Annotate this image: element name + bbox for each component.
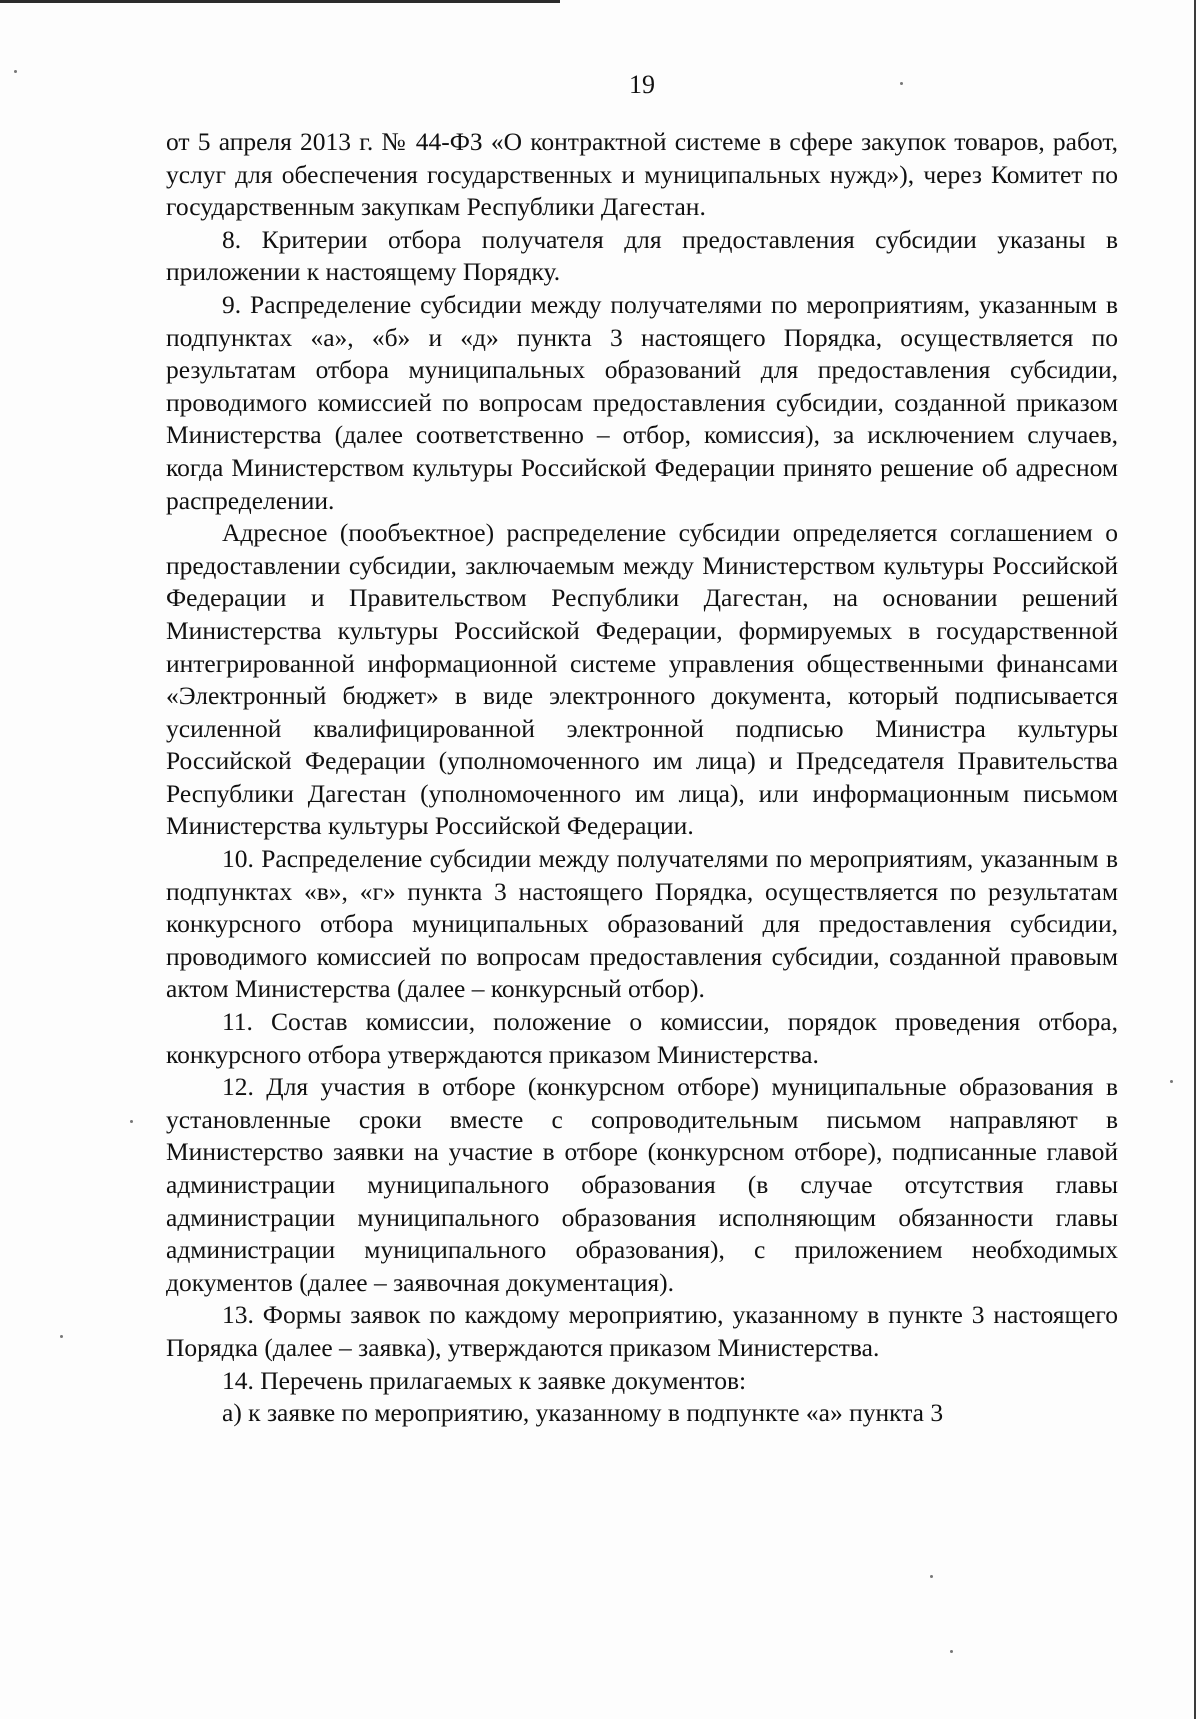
scan-edge-top — [0, 0, 560, 3]
scan-speck — [14, 70, 17, 73]
scan-speck — [130, 1120, 133, 1123]
scan-speck — [900, 82, 903, 85]
paragraph-11: 11. Состав комиссии, положение о комиссии, порядок проведения отбора, конкурсного отбора утверждаются приказом Министерства. — [166, 1007, 1118, 1069]
scan-speck — [950, 1650, 953, 1653]
paragraph-12: 12. Для участия в отборе (конкурсном отборе) муниципальные образования в установленные сроки вместе с сопроводительным письмом направляют в Министерство заявки на участие в отборе (конкурсном отборе), подписанные главой администрации муниципального образования (в случае отсутствия главы администрации муниципального образования исполняющим обязанности главы администрации муниципального образования), с приложением необходимых документов (далее – заявочная документация). — [166, 1072, 1118, 1297]
paragraph-10: 10. Распределение субсидии между получателями по мероприятиям, указанным в подпунктах «в», «г» пункта 3 настоящего Порядка, осуществляется по результатам конкурсного отбора муниципальных образований для предоставления субсидии, проводимого комиссией по вопросам предоставления субсидии, созданной правовым актом Министерства (далее – конкурсный отбор). — [166, 844, 1118, 1004]
paragraph-13: 13. Формы заявок по каждому мероприятию, указанному в пункте 3 настоящего Порядка (далее – заявка), утверждаются приказом Министерства. — [166, 1300, 1118, 1362]
paragraph-continuation: от 5 апреля 2013 г. № 44-ФЗ «О контрактной системе в сфере закупок товаров, работ, услуг для обеспечения государственных и муниципальных нужд»), через Комитет по государственным закупкам Республики Дагестан. — [166, 127, 1118, 222]
document-body — [166, 126, 1118, 1430]
scan-speck — [60, 1335, 63, 1338]
scan-speck — [930, 1575, 933, 1578]
paragraph-14a: а) к заявке по мероприятию, указанному в подпункте «а» пункта 3 — [222, 1398, 944, 1428]
paragraph-9: 9. Распределение субсидии между получателями по мероприятиям, указанным в подпунктах «а», «б» и «д» пункта 3 настоящего Порядка, осуществляется по результатам отбора муниципальных образований для предоставления субсидии, проводимого комиссией по вопросам предоставления субсидии, созданной приказом Министерства (далее соответственно – отбор, комиссия), за исключением случаев, когда Министерством культуры Российской Федерации принято решение об адресном распределении. — [166, 289, 1118, 515]
page-number: 19 — [629, 70, 655, 99]
paragraph-9-address-distribution: Адресное (пообъектное) распределение субсидии определяется соглашением о предоставлении субсидии, заключаемым между Министерством культуры Российской Федерации и Правительством Республики Дагестан, на основании решений Министерства культуры Российской Федерации, формируемых в государственной интегрированной информационной системе управления общественными финансами «Электронный бюджет» в виде электронного документа, который подписывается усиленной квалифицированной электронной подписью Министра культуры Российской Федерации (уполномоченного им лица) и Председателя Правительства Республики Дагестан (уполномоченного им лица), или информационным письмом Министерства культуры Российской Федерации. — [166, 518, 1118, 841]
scan-speck — [1170, 1080, 1173, 1083]
paragraph-14: 14. Перечень прилагаемых к заявке документов: — [222, 1365, 747, 1395]
scan-edge-right — [1194, 0, 1196, 1719]
paragraph-8: 8. Критерии отбора получателя для предоставления субсидии указаны в приложении к настоящему Порядку. — [166, 224, 1118, 287]
